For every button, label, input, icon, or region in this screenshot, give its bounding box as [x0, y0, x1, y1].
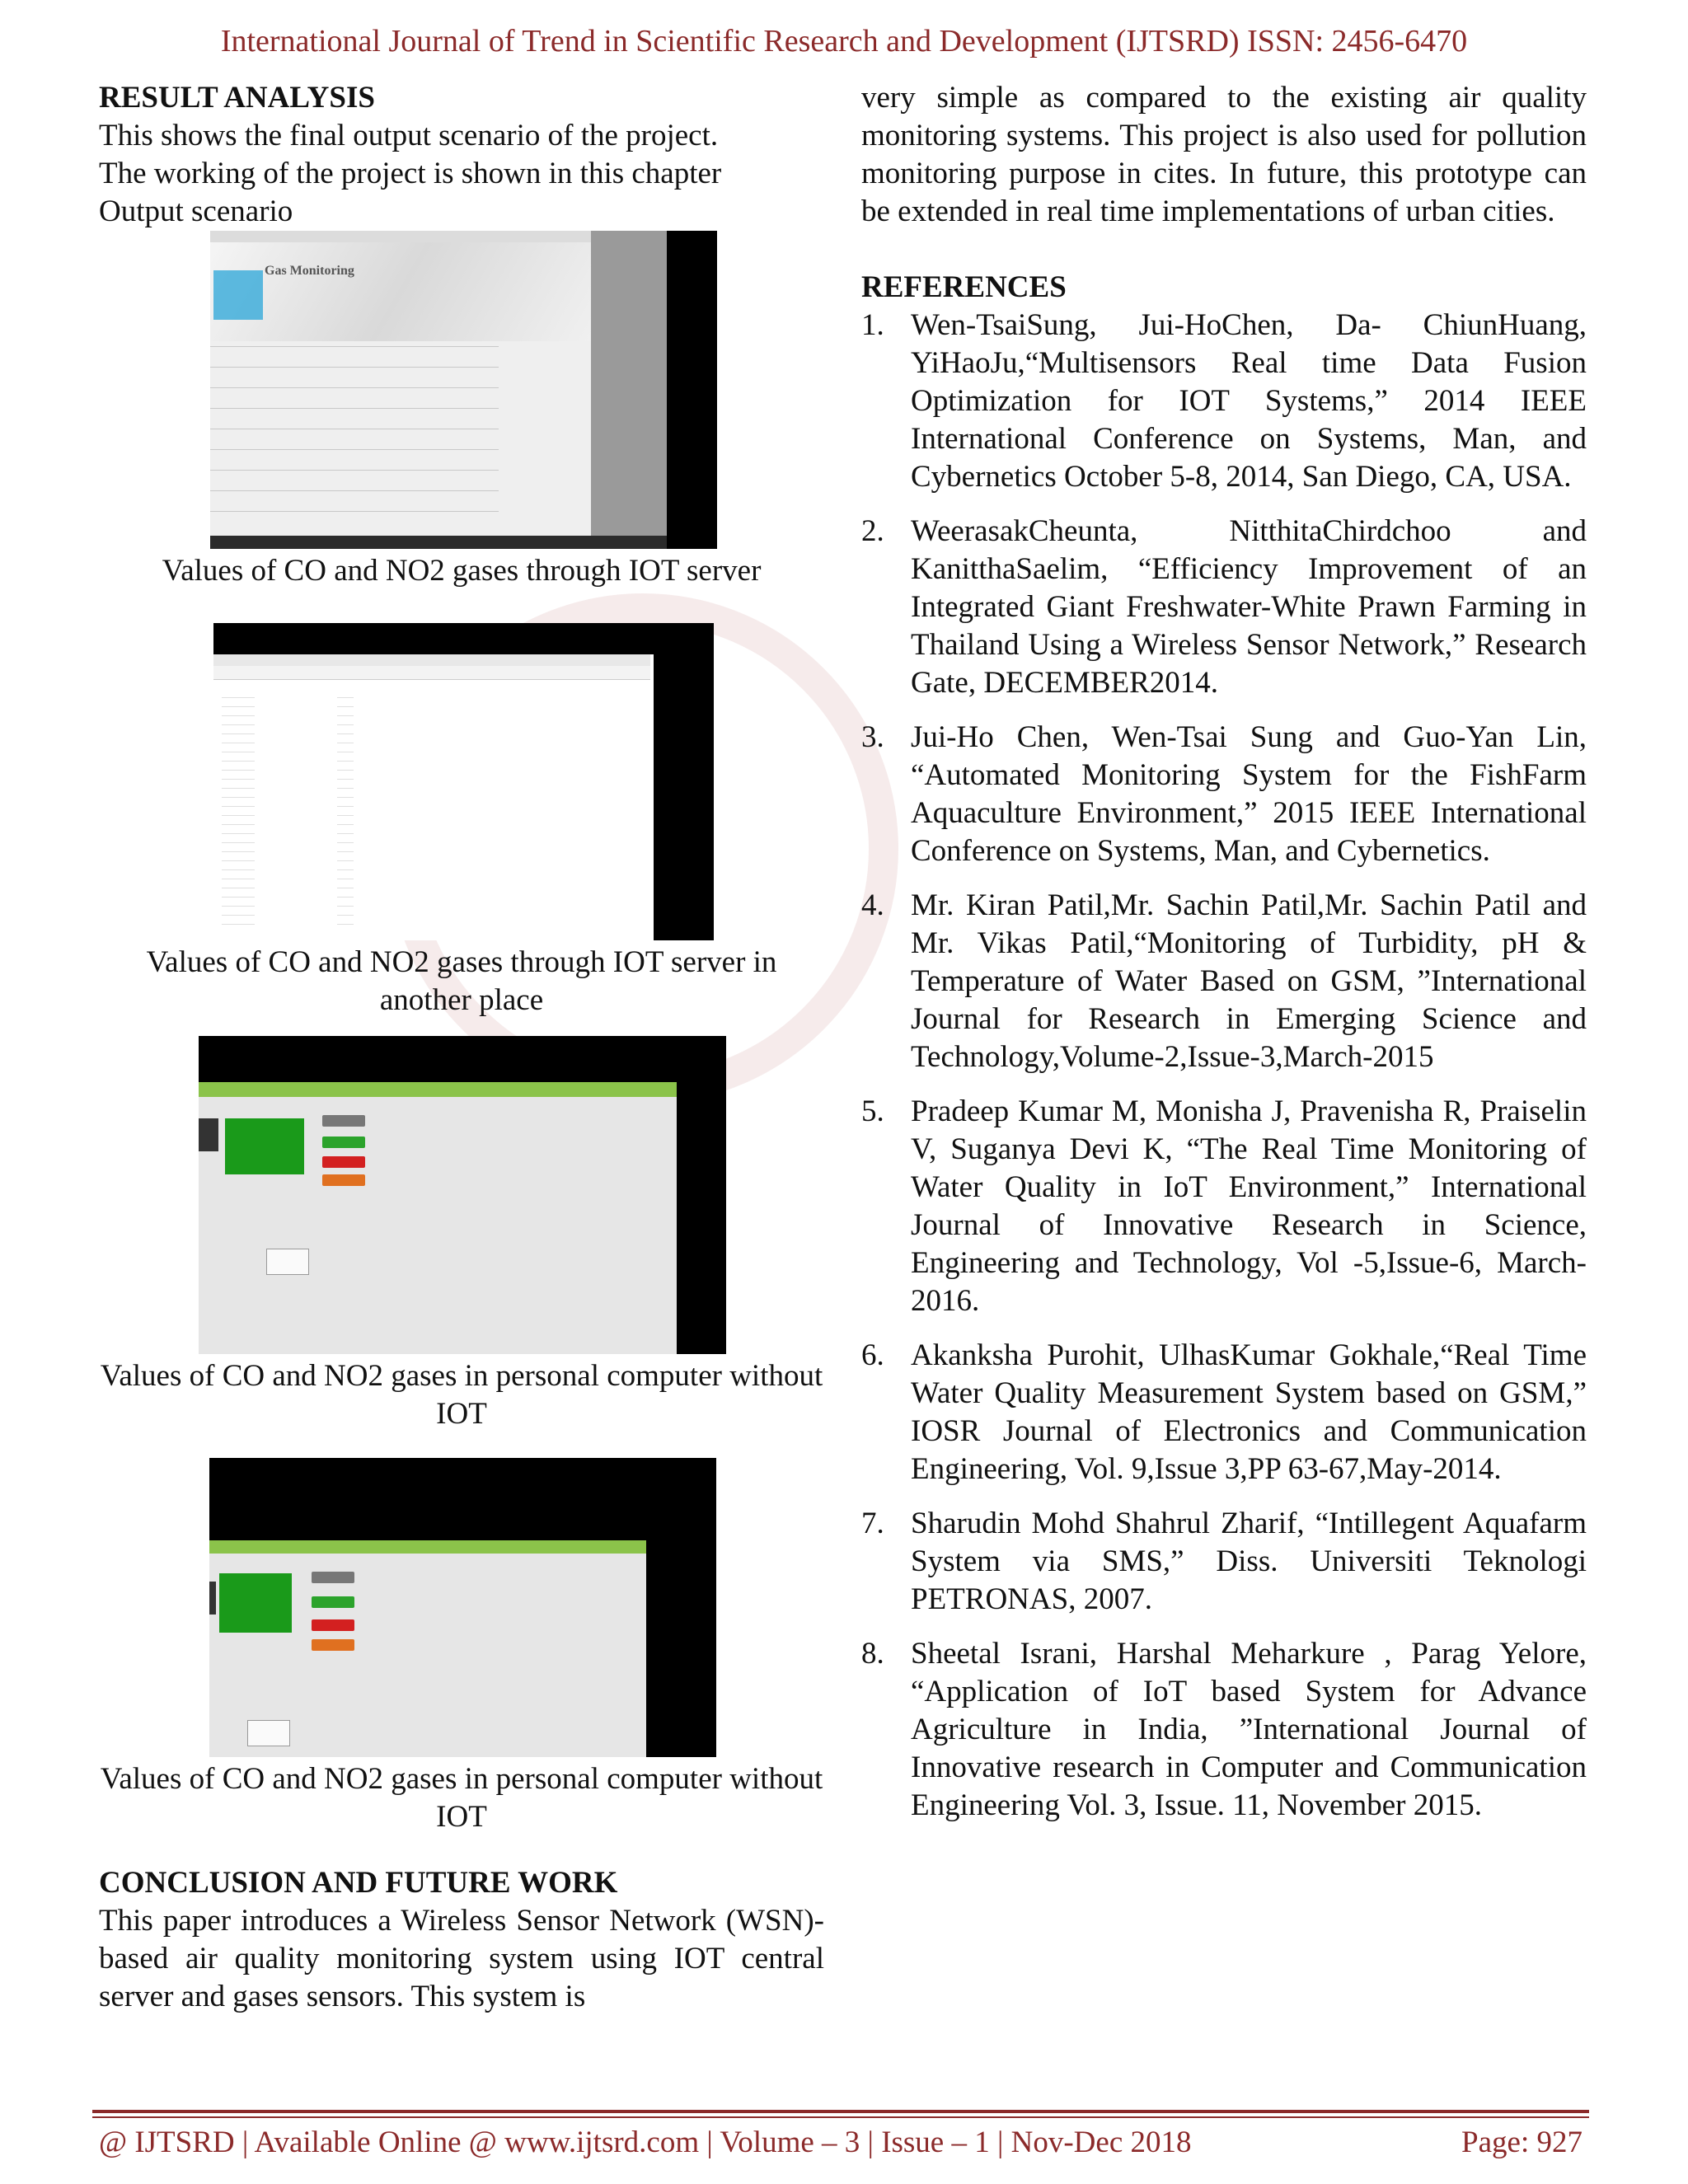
result-line-3: Output scenario	[99, 194, 293, 228]
conclusion-text-right: very simple as compared to the existing air quality monitoring systems. This project is also used for pollution monitoring purpose in cites. In future, this prototype can be extended in real time implementations of urban cities.	[861, 81, 1587, 228]
figure-1-caption: Values of CO and NO2 gases through IOT server	[162, 554, 762, 588]
reference-item: 7. Sharudin Mohd Shahrul Zharif, “Intillegent Aquafarm System via SMS,” Diss. Universiti Teknologi PETRONAS, 2007.	[861, 1507, 1587, 1616]
left-column	[99, 79, 824, 2016]
reference-item: 4. Mr. Kiran Patil,Mr. Sachin Patil,Mr. Sachin Patil and Mr. Vikas Patil,“Monitoring of Turbidity, pH & Temperature of Water Based on GSM, ”International Journal for Research in Emerging Science and Technology,Volume-2,Issue-3,March-2015	[861, 888, 1587, 1074]
figure-2-screenshot	[213, 623, 714, 940]
result-heading: RESULT ANALYSIS	[99, 81, 375, 115]
figure-4-screenshot	[209, 1458, 716, 1757]
conclusion-heading: CONCLUSION AND FUTURE WORK	[99, 1866, 618, 1900]
figure-1-screenshot	[210, 231, 717, 549]
footer-rule	[92, 2110, 1589, 2113]
reference-item: 6. Akanksha Purohit, UlhasKumar Gokhale,“Real Time Water Quality Measurement System based on GSM,” IOSR Journal of Electronics and Communication Engineering, Vol. 9,Issue 3,PP 63-67,May-2014.	[861, 1338, 1587, 1486]
footer-rule-thin	[92, 2116, 1589, 2118]
references-heading: REFERENCES	[861, 270, 1067, 304]
reference-item: 1. Wen-TsaiSung, Jui-HoChen, Da- ChiunHuang, YiHaoJu,“Multisensors Real time Data Fusion Optimization for IOT Systems,” 2014 IEEE International Conference on Systems, Man, and Cybernetics October 5-8, 2014, San Diego, CA, USA.	[861, 308, 1587, 494]
footer-text: @ IJTSRD | Available Online @ www.ijtsrd.com | Volume – 3 | Issue – 1 | Nov-Dec 2018	[99, 2125, 1192, 2159]
figure-3-screenshot	[199, 1036, 726, 1354]
result-line-1: This shows the final output scenario of the project.	[99, 119, 719, 152]
figure-2-caption: Values of CO and NO2 gases through IOT server in another place	[146, 945, 777, 1017]
figure-3-caption: Values of CO and NO2 gases in personal computer without IOT	[100, 1359, 823, 1431]
reference-item: 8. Sheetal Israni, Harshal Meharkure , Parag Yelore, “Application of IoT based System for Advance Agriculture in India, ”International Journal of Innovative research in Computer and Communication Engineering Vol. 3, Issue. 11, November 2015.	[861, 1637, 1587, 1822]
reference-list	[861, 307, 1587, 1825]
result-line-2: The working of the project is shown in this chapter	[99, 157, 722, 190]
figure-4-caption: Values of CO and NO2 gases in personal computer without IOT	[100, 1762, 823, 1834]
right-column	[861, 79, 1587, 1841]
page-footer	[99, 2125, 1582, 2160]
figure-1-screen-title: Gas Monitoring	[265, 264, 354, 278]
page-number: Page: 927	[1461, 2125, 1582, 2159]
journal-header: International Journal of Trend in Scientific Research and Development (IJTSRD) ISSN: 2456-6470	[220, 24, 1468, 59]
reference-item: 3. Jui-Ho Chen, Wen-Tsai Sung and Guo-Yan Lin, “Automated Monitoring System for the FishFarm Aquaculture Environment,” 2015 IEEE International Conference on Systems, Man, and Cybernetics.	[861, 720, 1587, 868]
reference-item: 5. Pradeep Kumar M, Monisha J, Pravenisha R, Praiselin V, Suganya Devi K, “The Real Time Monitoring of Water Quality in IoT Environment,” International Journal of Innovative Research in Science, Engineering and Technology, Vol -5,Issue-6, March-2016.	[861, 1094, 1587, 1318]
conclusion-text-left: This paper introduces a Wireless Sensor Network (WSN)-based air quality monitoring system using IOT central server and gases sensors. This system is	[99, 1904, 824, 2013]
reference-item: 2. WeerasakCheunta, NitthitaChirdchoo and KanitthaSaelim, “Efficiency Improvement of an Integrated Giant Freshwater-White Prawn Farming in Thailand Using a Wireless Sensor Network,” Research Gate, DECEMBER2014.	[861, 514, 1587, 700]
